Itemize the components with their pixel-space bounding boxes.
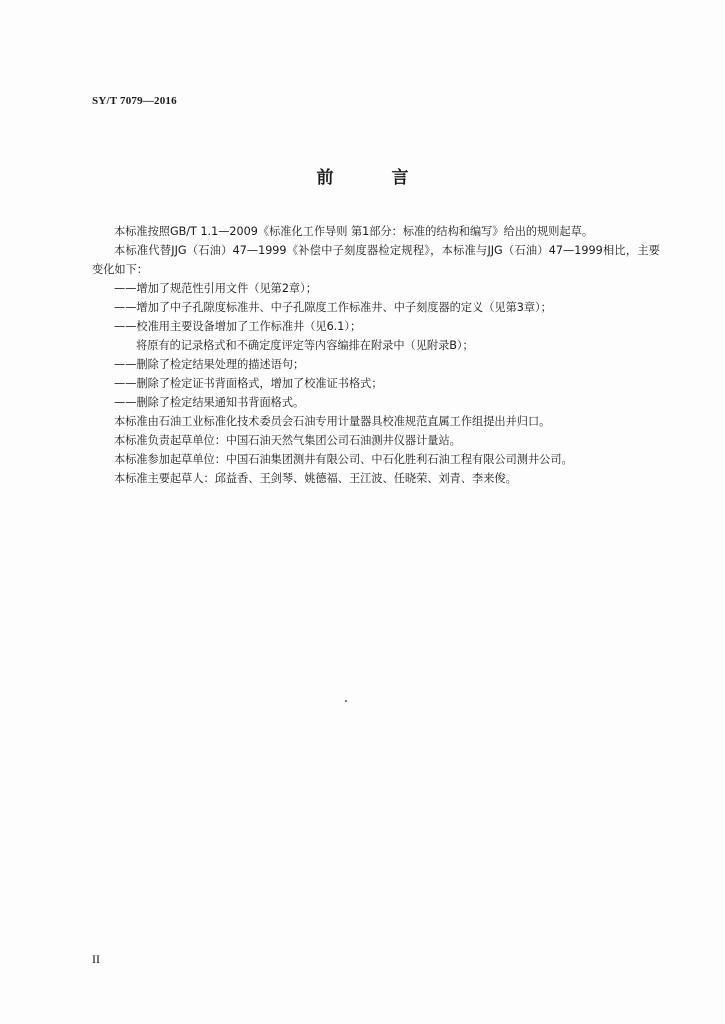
paragraph-proposer: 本标准由石油工业标准化技术委员会石油专用计量器具校准规范直属工作组提出并归口。	[114, 415, 551, 428]
paragraph-participating-drafters: 本标准参加起草单位：中国石油集团测井有限公司、中石化胜利石油工程有限公司测井公司。	[114, 453, 573, 466]
paragraph-replacement: 本标准代替JJG（石油）47—1999《补偿中子刻度器检定规程》，本标准与JJG（石油）47—1999相比，主要变化如下：	[92, 244, 660, 276]
change-item: ——校准用主要设备增加了工作标准井（见6.1）；	[114, 320, 362, 333]
change-item: ——删除了检定结果处理的描述语句；	[114, 358, 305, 371]
paragraph-drafting-rules: 本标准按照GB/T 1.1—2009《标准化工作导则 第1部分：标准的结构和编写》给出的规则起草。	[114, 225, 594, 238]
paragraph-main-drafters: 本标准主要起草人：邱益香、王剑琴、姚德福、王江波、任晓荣、刘青、李来俊。	[114, 472, 517, 485]
change-item: ——删除了检定结果通知书背面格式。	[114, 396, 305, 409]
standard-code: SY/T 7079—2016	[92, 95, 177, 107]
scan-speck	[345, 700, 347, 702]
page-title: 前 言	[316, 168, 435, 188]
change-item: ——删除了检定证书背面格式，增加了校准证书格式；	[114, 377, 383, 390]
foreword-body	[92, 222, 660, 488]
paragraph-lead-drafter: 本标准负责起草单位：中国石油天然气集团公司石油测井仪器计量站。	[114, 434, 461, 447]
page-number: II	[92, 952, 100, 966]
change-item: ——增加了中子孔隙度标准井、中子孔隙度工作标准井、中子刻度器的定义（见第3章）；	[114, 301, 552, 314]
change-item: ——增加了规范性引用文件（见第2章）；	[114, 282, 317, 295]
change-item: 将原有的记录格式和不确定度评定等内容编排在附录中（见附录B）；	[136, 339, 474, 352]
